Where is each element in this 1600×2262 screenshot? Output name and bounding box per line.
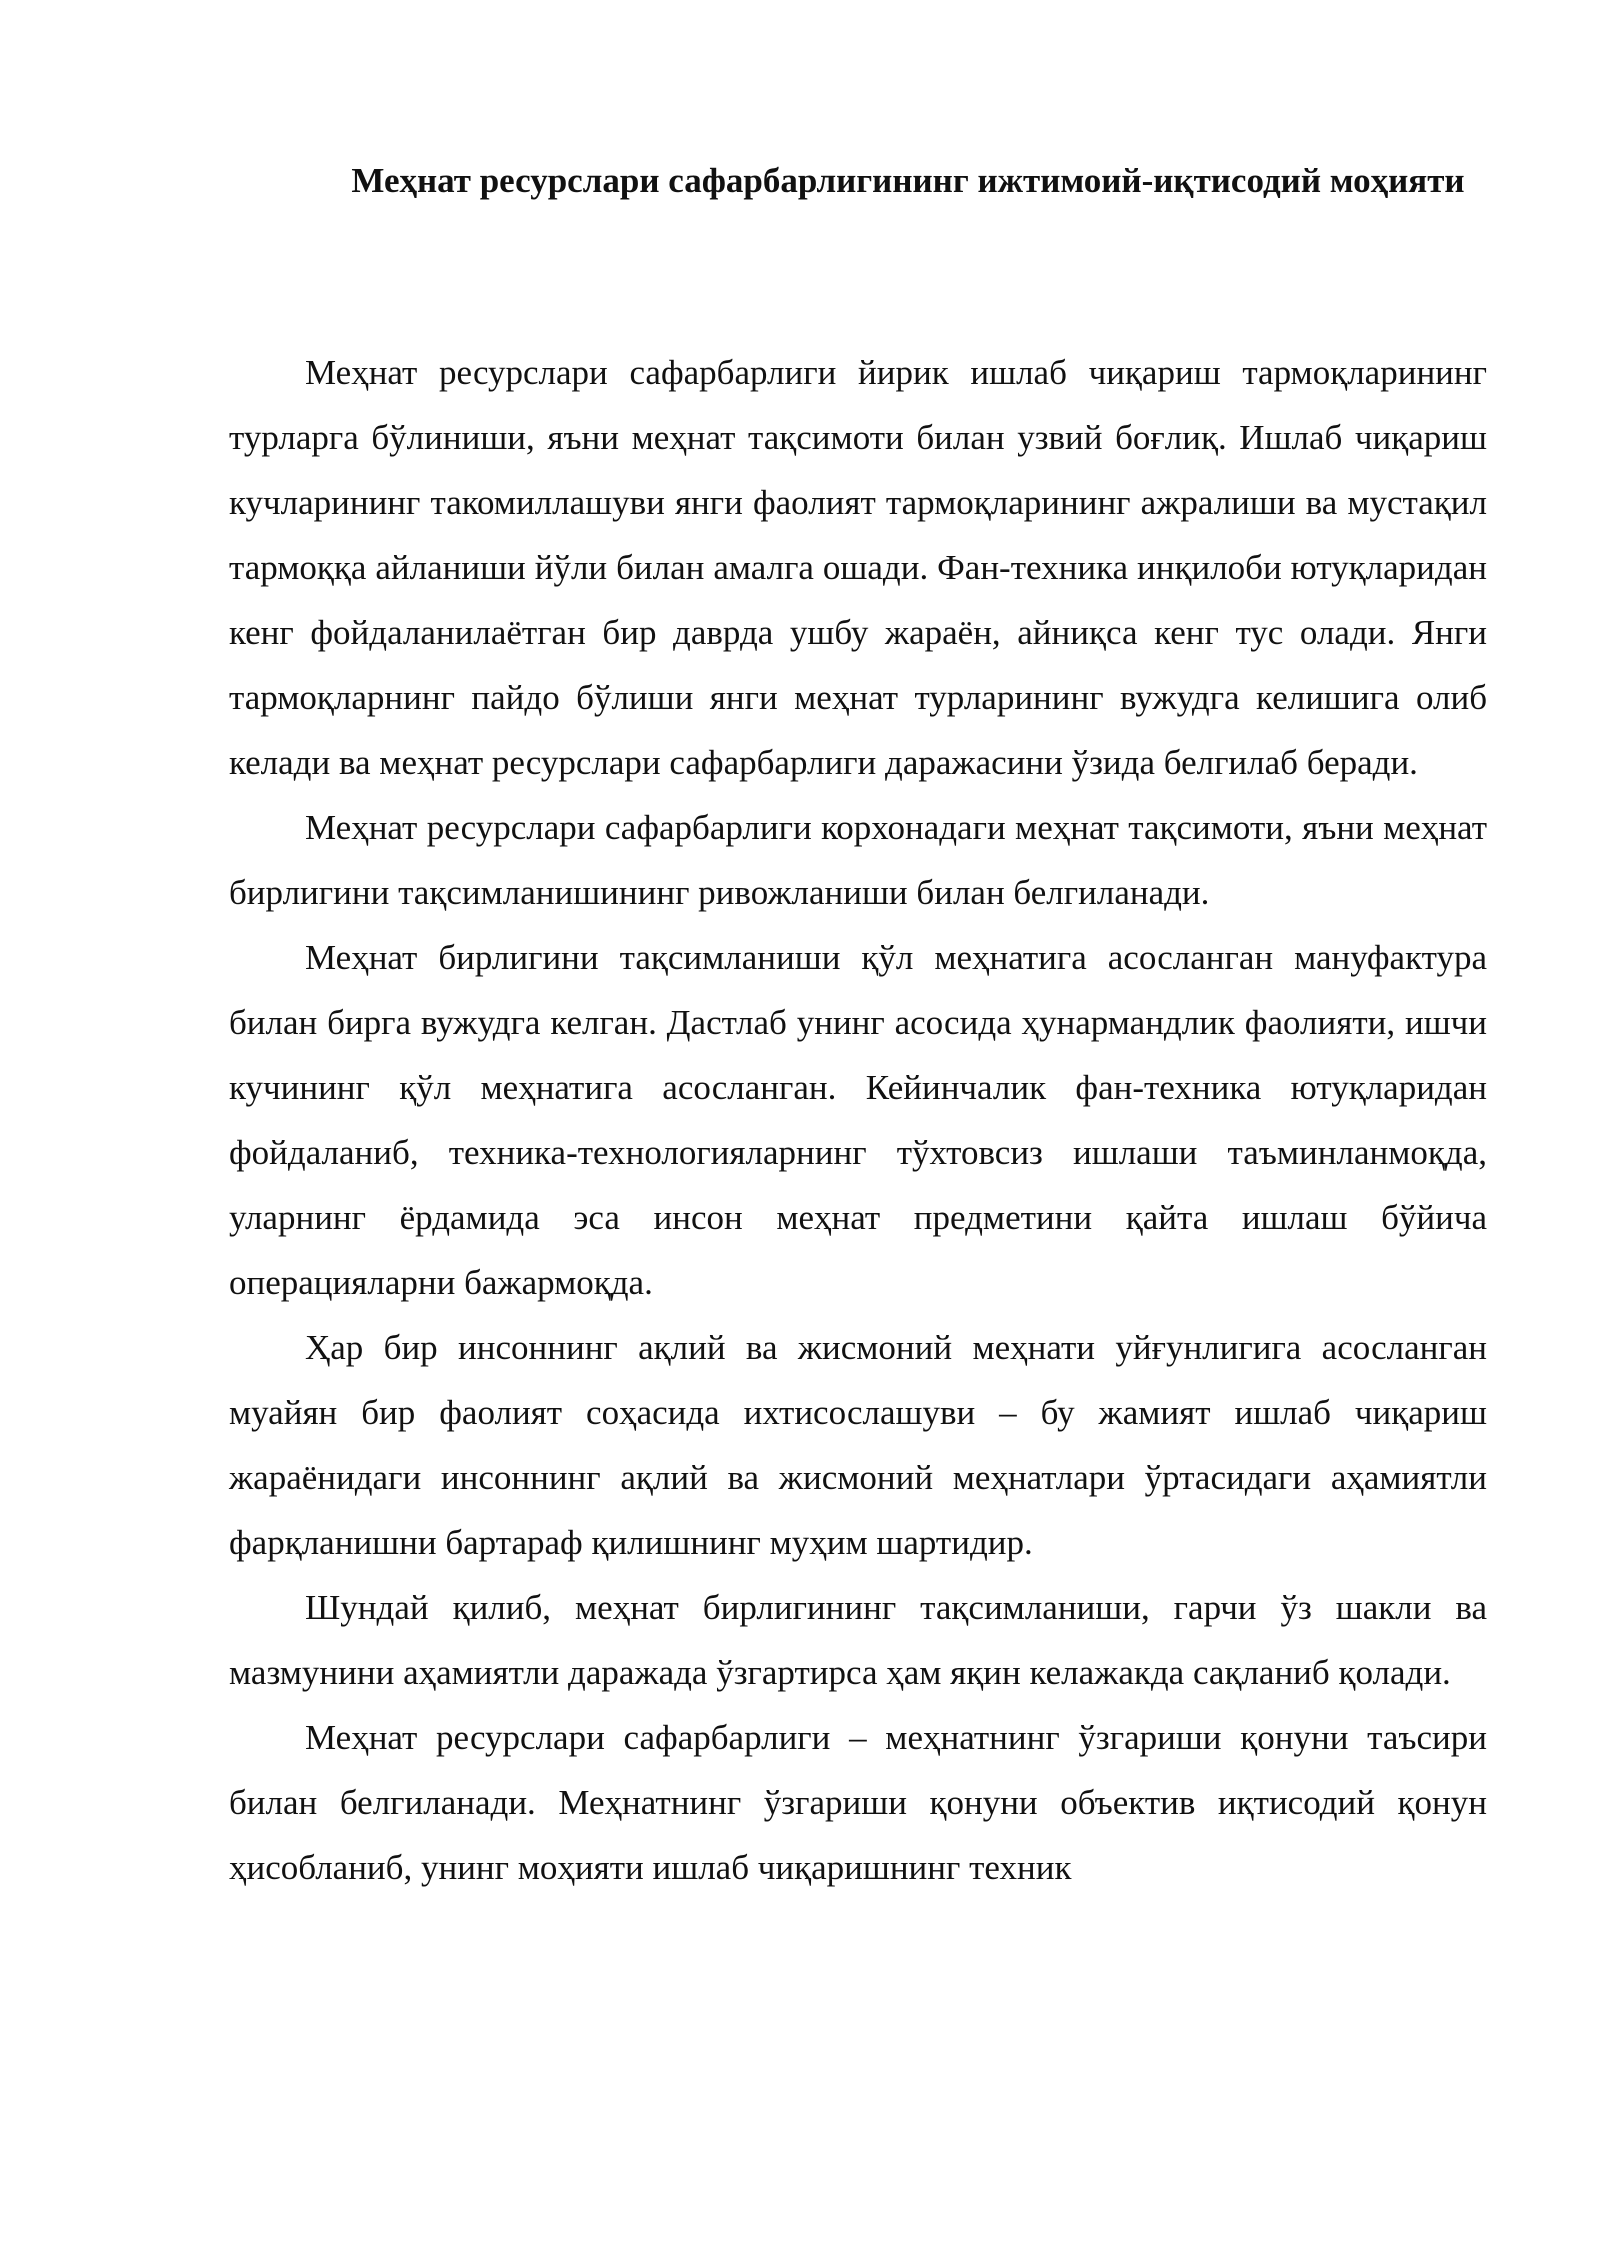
paragraph: Меҳнат ресурслари сафарбарлиги корхонадаги меҳнат тақсимоти, яъни меҳнат бирлигини тақсимланишининг ривожланиши билан белгиланади. xyxy=(229,808,1487,912)
paragraph: Меҳнат бирлигини тақсимланиши қўл меҳнатига асосланган мануфактура билан бирга вужудга келган. Дастлаб унинг асосида ҳунармандлик фаолияти, ишчи кучининг қўл меҳнатига асосланган. Кейинчалик фан-техника ютуқларидан фойдаланиб, техника-технологияларнинг тўхтовсиз ишлаши таъминланмоқда, уларнинг ёрдамида эса инсон меҳнат предметини қайта ишлаш бўйича операцияларни бажармоқда. xyxy=(229,938,1487,1302)
document-body xyxy=(229,340,1487,1900)
document-title: Меҳнат ресурслари сафарбарлигининг ижтимоий-иқтисодий моҳияти xyxy=(351,161,1465,200)
paragraph: Ҳар бир инсоннинг ақлий ва жисмоний меҳнати уйғунлигига асосланган муайян бир фаолият соҳасида ихтисослашуви – бу жамият ишлаб чиқариш жараёнидаги инсоннинг ақлий ва жисмоний меҳнатлари ўртасидаги аҳамиятли фарқланишни бартараф қилишнинг муҳим шартидир. xyxy=(229,1328,1487,1562)
paragraph: Меҳнат ресурслари сафарбарлиги йирик ишлаб чиқариш тармоқларининг турларга бўлиниши, яъни меҳнат тақсимоти билан узвий боғлиқ. Ишлаб чиқариш кучларининг такомиллашуви янги фаолият тармоқларининг ажралиши ва мустақил тармоққа айланиши йўли билан амалга ошади. Фан-техника инқилоби ютуқларидан кенг фойдаланилаётган бир даврда ушбу жараён, айниқса кенг тус олади. Янги тармоқларнинг пайдо бўлиши янги меҳнат турларининг вужудга келишига олиб келади ва меҳнат ресурслари сафарбарлиги даражасини ўзида белгилаб беради. xyxy=(229,353,1487,782)
paragraph: Шундай қилиб, меҳнат бирлигининг тақсимланиши, гарчи ўз шакли ва мазмунини аҳамиятли даражада ўзгартирса ҳам яқин келажакда сақланиб қолади. xyxy=(229,1588,1487,1692)
paragraph: Меҳнат ресурслари сафарбарлиги – меҳнатнинг ўзгариши қонуни таъсири билан белгиланади. Меҳнатнинг ўзгариши қонуни объектив иқтисодий қонун ҳисобланиб, унинг моҳияти ишлаб чиқаришнинг техник xyxy=(229,1718,1487,1887)
